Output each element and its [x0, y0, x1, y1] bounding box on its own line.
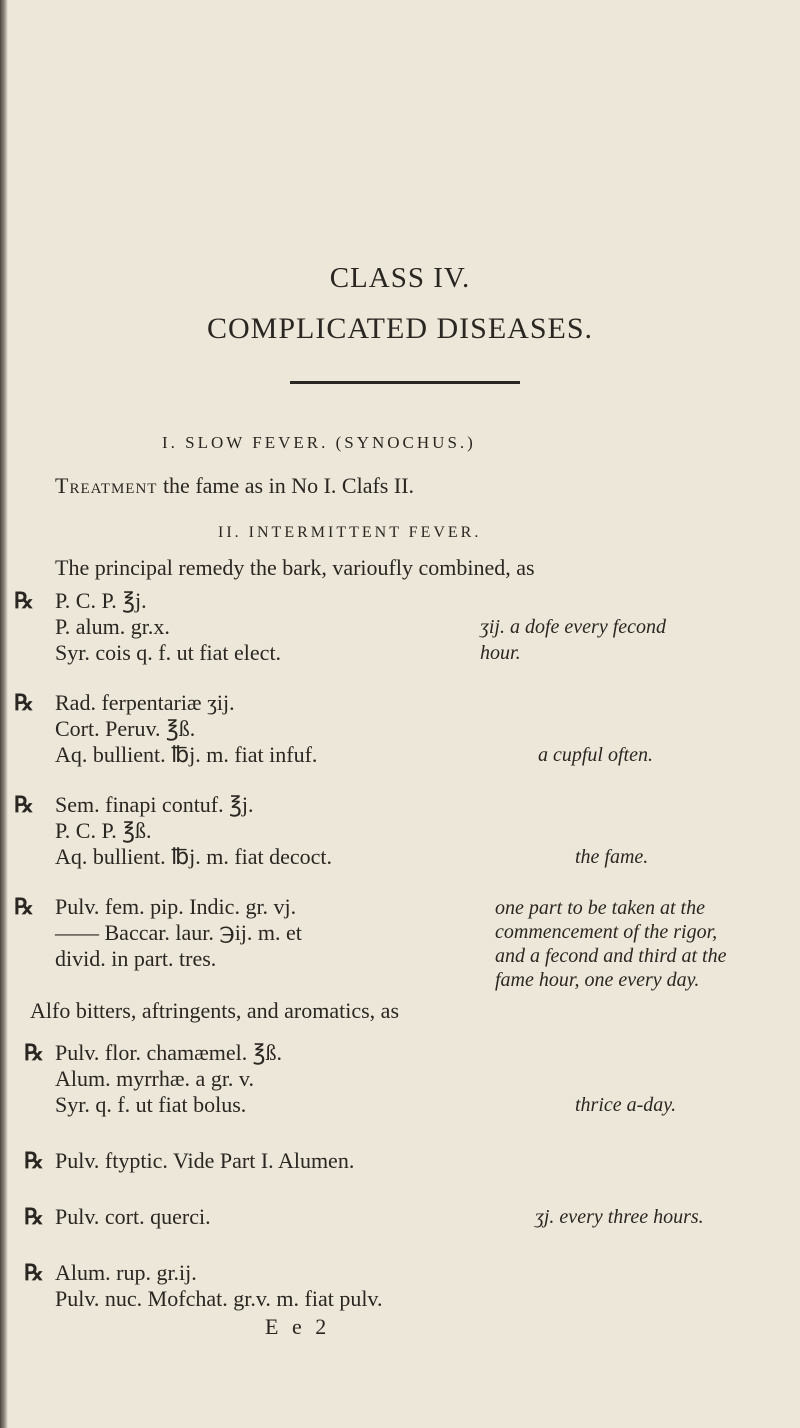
recipe-line: Pulv. flor. chamæmel. ℥ß.: [55, 1040, 282, 1065]
rx-symbol: ℞: [24, 1260, 44, 1285]
rx-symbol: ℞: [24, 1148, 44, 1173]
recipe-line: Aq. bullient. ℔j. m. fiat decoct.: [55, 844, 333, 869]
also-line: Alfo bitters, aftringents, and aromatics, as: [30, 998, 400, 1023]
recipe-line: Pulv. cort. querci.: [55, 1204, 211, 1229]
signature-mark: E e 2: [265, 1314, 331, 1339]
rx-symbol: ℞: [14, 792, 34, 817]
recipe-line: Alum. myrrhæ. a gr. v.: [55, 1066, 254, 1091]
rx-symbol: ℞: [14, 690, 34, 715]
class-title: CLASS IV.: [329, 262, 471, 294]
recipe-line: Rad. ferpentariæ ʒij.: [55, 690, 235, 715]
intermittent-fever-heading: II. INTERMITTENT FEVER.: [218, 524, 482, 541]
treatment-text: the fame as in No I. Clafs II.: [162, 473, 415, 498]
recipe-direction: the fame.: [575, 846, 649, 868]
slow-fever-heading: I. SLOW FEVER. (SYNOCHUS.): [162, 433, 476, 452]
recipe-line: P. C. P. ℥ß.: [55, 818, 152, 843]
recipe-line: divid. in part. tres.: [55, 946, 217, 971]
recipe-direction: commencement of the rigor,: [495, 921, 718, 943]
recipe-direction: one part to be taken at the: [495, 897, 705, 919]
recipe-line: Aq. bullient. ℔j. m. fiat infuf.: [55, 742, 318, 767]
recipe-line: Cort. Peruv. ℥ß.: [55, 716, 196, 741]
recipe-line: Pulv. fem. pip. Indic. gr. vj.: [55, 894, 297, 919]
recipe-line: Pulv. ftyptic. Vide Part I. Alumen.: [55, 1148, 355, 1173]
recipe-line: Pulv. nuc. Mofchat. gr.v. m. fiat pulv.: [55, 1286, 383, 1311]
recipe-direction: a cupful often.: [538, 744, 653, 766]
rx-symbol: ℞: [24, 1040, 44, 1065]
recipe-line: Alum. rup. gr.ij.: [55, 1260, 197, 1285]
intermittent-intro: The principal remedy the bark, varioufly combined, as: [55, 555, 535, 580]
recipe-direction: thrice a-day.: [575, 1094, 677, 1116]
rx-symbol: ℞: [14, 588, 34, 613]
recipe-direction: hour.: [480, 642, 521, 664]
recipe-direction: ʒij. a dofe every fecond: [480, 616, 667, 638]
page-binding-edge: [0, 0, 8, 1428]
recipe-line: P. alum. gr.x.: [55, 614, 170, 639]
recipe-line: Syr. cois q. f. ut fiat elect.: [55, 640, 282, 665]
recipe-direction: fame hour, one every day.: [495, 969, 700, 991]
recipe-direction: and a fecond and third at the: [495, 945, 727, 967]
recipe-line: Sem. finapi contuf. ℥j.: [55, 792, 254, 817]
ornamental-rule: [290, 381, 520, 384]
recipe-line: Syr. q. f. ut fiat bolus.: [55, 1092, 247, 1117]
recipe-direction: ʒj. every three hours.: [535, 1206, 704, 1228]
treatment-lead: Treatment: [55, 473, 158, 498]
recipe-direction-block: [495, 896, 726, 992]
rx-symbol: ℞: [24, 1204, 44, 1229]
section-title: COMPLICATED DISEASES.: [206, 312, 594, 345]
recipe-line: —— Baccar. laur. ℈ij. m. et: [55, 920, 302, 945]
treatment-line: [55, 473, 414, 499]
rx-symbol: ℞: [14, 894, 34, 919]
recipe-line: P. C. P. ℥j.: [55, 588, 147, 613]
